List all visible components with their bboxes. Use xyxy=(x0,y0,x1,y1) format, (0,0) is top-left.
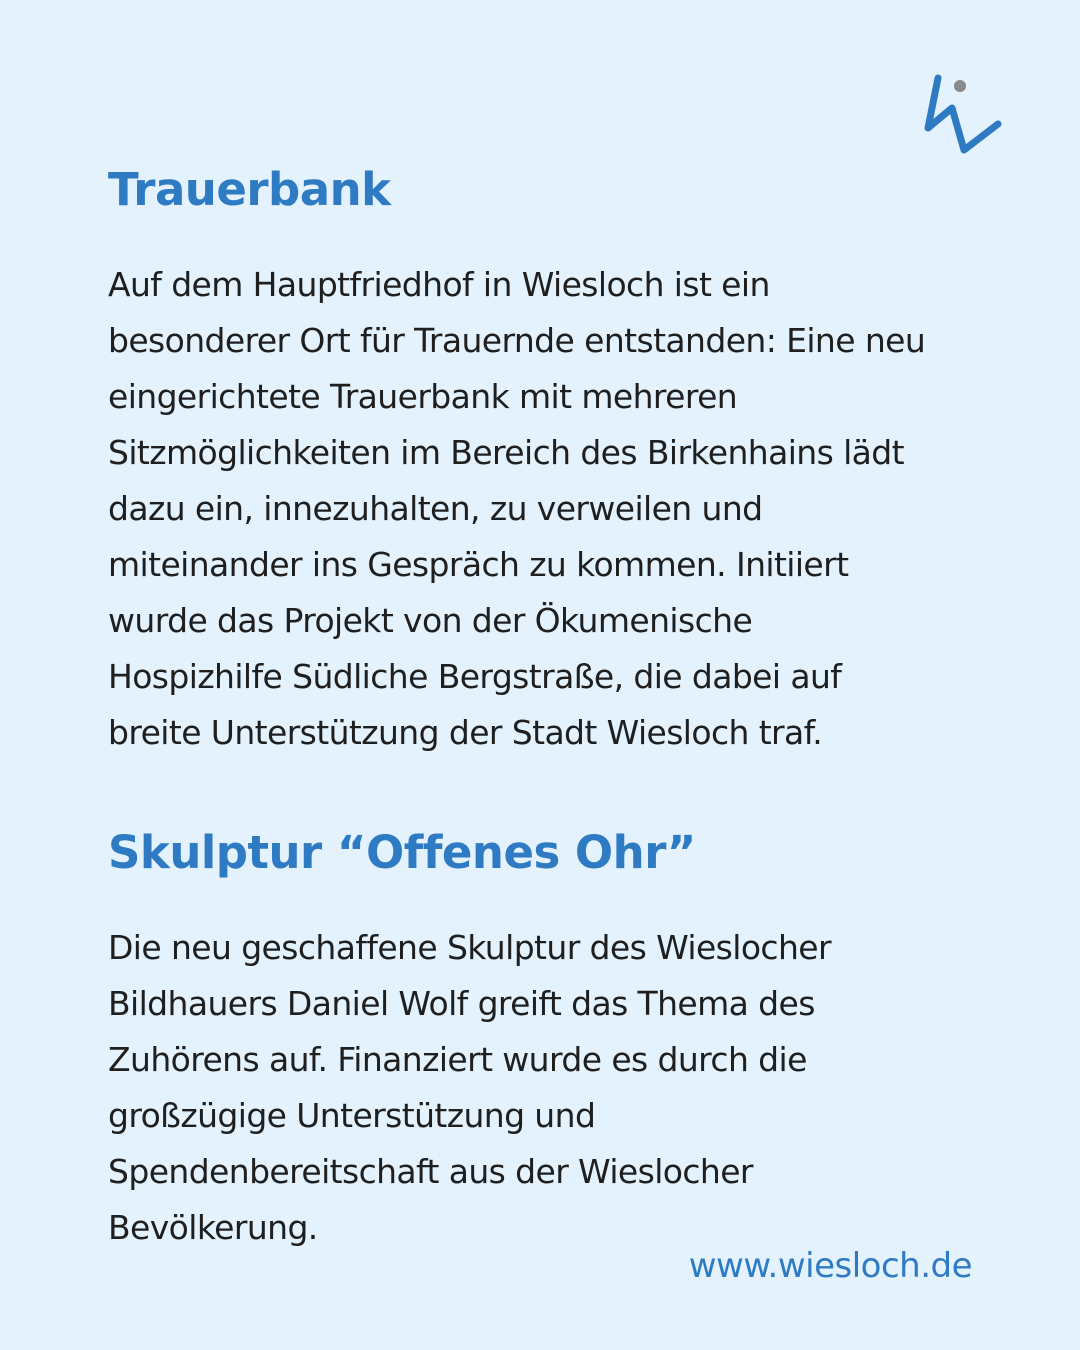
article-content xyxy=(108,160,988,1256)
section-text-skulptur: Die neu geschaffene Skulptur des Wieslocher Bildhauers Daniel Wolf greift das Thema des Zuhörens auf. Finanziert wurde es durch die großzügige Unterstützung und Spendenbereitschaft aus der Wieslocher Bevölkerung. xyxy=(108,928,831,1247)
website-url: www.wiesloch.de xyxy=(688,1246,972,1286)
section-heading-skulptur: Skulptur “Offenes Ohr” xyxy=(108,826,696,879)
section-heading-trauerbank: Trauerbank xyxy=(108,163,391,216)
wiesloch-logo-icon xyxy=(922,70,1004,156)
section-text-trauerbank: Auf dem Hauptfriedhof in Wiesloch ist ein besonderer Ort für Trauernde entstanden: Eine neu eingerichtete Trauerbank mit mehreren Sitzmöglichkeiten im Bereich des Birkenhains lädt dazu ein, innezuhalten, zu verweilen und miteinander ins Gespräch zu kommen. Initiiert wurde das Projekt von der Ökumenische Hospizhilfe Südliche Bergstraße, die dabei auf breite Unterstützung der Stadt Wiesloch traf. xyxy=(108,265,926,752)
